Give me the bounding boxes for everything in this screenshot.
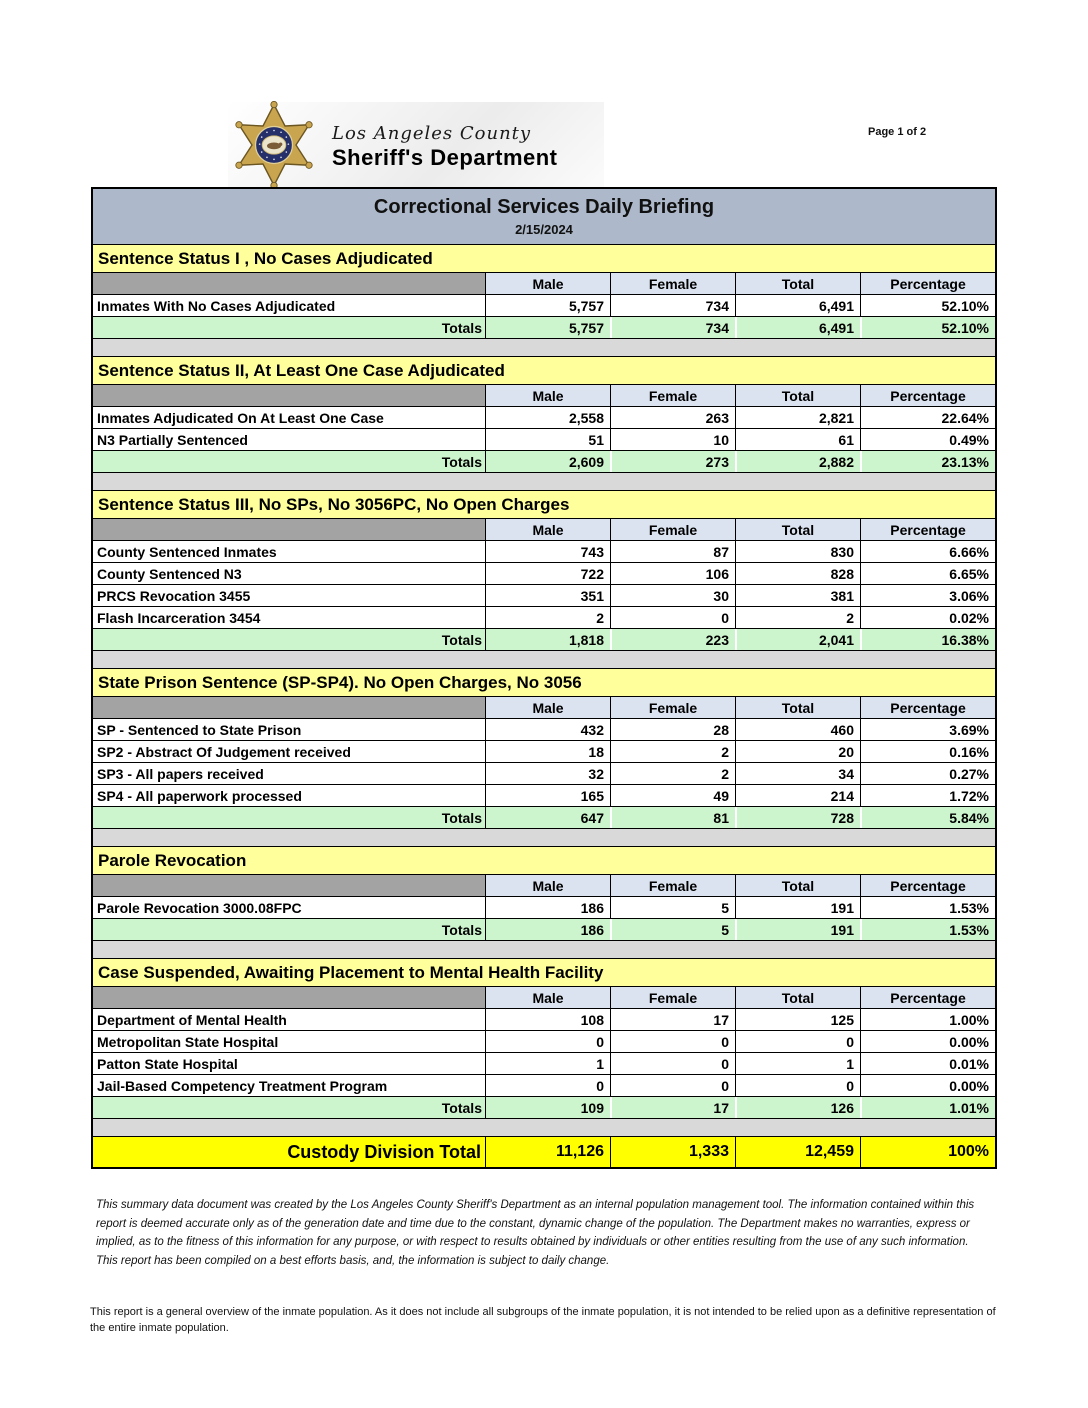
totals-row — [93, 451, 995, 473]
cell-female: 2 — [610, 741, 735, 762]
agency-name-county: Los Angeles County — [332, 123, 532, 144]
cell-total: 460 — [735, 719, 860, 740]
cell-female: 28 — [610, 719, 735, 740]
column-header-female: Female — [610, 273, 735, 294]
totals-label: Totals — [441, 453, 482, 470]
column-header-percentage: Percentage — [860, 273, 995, 294]
totals-total: 6,491 — [735, 317, 860, 338]
totals-female: 734 — [610, 317, 735, 338]
cell-male: 108 — [485, 1009, 610, 1030]
table-row — [93, 785, 995, 807]
cell-male: 2,558 — [485, 407, 610, 428]
header-spacer-cell — [93, 875, 485, 896]
cell-female: 87 — [610, 541, 735, 562]
totals-male: 109 — [485, 1097, 610, 1118]
row-label: Metropolitan State Hospital — [97, 1033, 279, 1050]
cell-total: 61 — [735, 429, 860, 450]
row-label: Jail-Based Competency Treatment Program — [97, 1077, 388, 1094]
cell-pct: 1.00% — [860, 1009, 995, 1030]
column-header-total: Total — [735, 875, 860, 896]
section-gap — [93, 941, 995, 959]
cell-pct: 0.27% — [860, 763, 995, 784]
cell-male: 0 — [485, 1075, 610, 1096]
column-header-total: Total — [735, 697, 860, 718]
grand-total-female: 1,333 — [610, 1137, 735, 1167]
row-label: Flash Incarceration 3454 — [97, 609, 261, 626]
cell-male: 1 — [485, 1053, 610, 1074]
row-label: County Sentenced N3 — [97, 565, 242, 582]
table-row — [93, 763, 995, 785]
row-label: Inmates With No Cases Adjudicated — [97, 297, 336, 314]
totals-male: 186 — [485, 919, 610, 940]
cell-female: 0 — [610, 1031, 735, 1052]
totals-pct: 23.13% — [860, 451, 995, 472]
cell-pct: 0.01% — [860, 1053, 995, 1074]
cell-male: 0 — [485, 1031, 610, 1052]
section-title: Sentence Status III, No SPs, No 3056PC, No Open Charges — [93, 491, 995, 519]
row-label: SP4 - All paperwork processed — [97, 787, 302, 804]
row-label: PRCS Revocation 3455 — [97, 587, 251, 604]
cell-pct: 52.10% — [860, 295, 995, 316]
section-title: Case Suspended, Awaiting Placement to Mental Health Facility — [93, 959, 995, 987]
daily-briefing-table — [91, 187, 997, 1169]
grand-total-label: Custody Division Total — [287, 1141, 481, 1162]
grand-total-male: 11,126 — [485, 1137, 610, 1167]
cell-total: 1 — [735, 1053, 860, 1074]
cell-total: 6,491 — [735, 295, 860, 316]
totals-pct: 52.10% — [860, 317, 995, 338]
column-header-female: Female — [610, 987, 735, 1008]
cell-female: 0 — [610, 1053, 735, 1074]
section-gap — [93, 651, 995, 669]
table-row — [93, 563, 995, 585]
cell-pct: 0.49% — [860, 429, 995, 450]
cell-male: 32 — [485, 763, 610, 784]
header-spacer-cell — [93, 987, 485, 1008]
cell-female: 10 — [610, 429, 735, 450]
row-label: Patton State Hospital — [97, 1055, 238, 1072]
sheriff-star-badge-icon — [230, 101, 318, 189]
cell-total: 828 — [735, 563, 860, 584]
totals-label: Totals — [441, 809, 482, 826]
disclaimer-text: This summary data document was created by the Los Angeles County Sheriff's Department as an internal population management tool. The information contained within this report is deemed accurate only as of the generation date and time due to the constant, dynamic change of the population. The Department makes no warranties, express or implied, as to the fitness of this information for any purpose, or with respect to results obtained by individuals or other entities resulting from the use of any such information. This report has been compiled on a best efforts basis, and, the information is subject to daily change. — [96, 1199, 975, 1267]
row-label: Department of Mental Health — [97, 1011, 287, 1028]
section-title: State Prison Sentence (SP-SP4). No Open Charges, No 3056 — [93, 669, 995, 697]
cell-total: 125 — [735, 1009, 860, 1030]
cell-female: 5 — [610, 897, 735, 918]
column-header-female: Female — [610, 875, 735, 896]
row-label: N3 Partially Sentenced — [97, 431, 248, 448]
cell-pct: 22.64% — [860, 407, 995, 428]
totals-female: 81 — [610, 807, 735, 828]
totals-total: 126 — [735, 1097, 860, 1118]
section-header-row — [93, 987, 995, 1009]
cell-female: 17 — [610, 1009, 735, 1030]
section-header-row — [93, 273, 995, 295]
totals-total: 728 — [735, 807, 860, 828]
column-header-female: Female — [610, 519, 735, 540]
column-header-total: Total — [735, 987, 860, 1008]
cell-pct: 1.53% — [860, 897, 995, 918]
cell-female: 106 — [610, 563, 735, 584]
totals-label: Totals — [441, 921, 482, 938]
cell-female: 0 — [610, 1075, 735, 1096]
cell-total: 214 — [735, 785, 860, 806]
cell-male: 165 — [485, 785, 610, 806]
section-header-row — [93, 519, 995, 541]
section-gap — [93, 339, 995, 357]
cell-pct: 0.16% — [860, 741, 995, 762]
report-date: 2/15/2024 — [515, 222, 573, 237]
column-header-male: Male — [485, 875, 610, 896]
table-row — [93, 1009, 995, 1031]
cell-pct: 1.72% — [860, 785, 995, 806]
cell-pct: 3.69% — [860, 719, 995, 740]
section-title: Sentence Status II, At Least One Case Adjudicated — [93, 357, 995, 385]
totals-total: 191 — [735, 919, 860, 940]
page-indicator: Page 1 of 2 — [868, 126, 927, 138]
grand-total-percentage: 100% — [860, 1137, 995, 1167]
section-title: Sentence Status I , No Cases Adjudicated — [93, 245, 995, 273]
totals-row — [93, 919, 995, 941]
table-row — [93, 897, 995, 919]
table-row — [93, 1031, 995, 1053]
totals-total: 2,041 — [735, 629, 860, 650]
totals-label: Totals — [441, 319, 482, 336]
cell-male: 186 — [485, 897, 610, 918]
column-header-male: Male — [485, 519, 610, 540]
cell-female: 0 — [610, 607, 735, 628]
cell-total: 20 — [735, 741, 860, 762]
cell-pct: 0.00% — [860, 1075, 995, 1096]
grand-total-total: 12,459 — [735, 1137, 860, 1167]
section-gap — [93, 829, 995, 847]
cell-female: 49 — [610, 785, 735, 806]
cell-male: 5,757 — [485, 295, 610, 316]
column-header-male: Male — [485, 273, 610, 294]
column-header-male: Male — [485, 987, 610, 1008]
section-header-row — [93, 697, 995, 719]
table-row — [93, 719, 995, 741]
cell-total: 191 — [735, 897, 860, 918]
totals-pct: 1.53% — [860, 919, 995, 940]
column-header-female: Female — [610, 385, 735, 406]
totals-pct: 1.01% — [860, 1097, 995, 1118]
table-row — [93, 741, 995, 763]
totals-female: 273 — [610, 451, 735, 472]
report-title-band — [93, 189, 995, 245]
totals-male: 647 — [485, 807, 610, 828]
report-sections — [93, 245, 995, 1137]
cell-female: 30 — [610, 585, 735, 606]
table-row — [93, 541, 995, 563]
table-row — [93, 1075, 995, 1097]
agency-name — [332, 119, 558, 171]
cell-pct: 6.66% — [860, 541, 995, 562]
row-label: SP3 - All papers received — [97, 765, 264, 782]
totals-pct: 5.84% — [860, 807, 995, 828]
table-row — [93, 1053, 995, 1075]
totals-total: 2,882 — [735, 451, 860, 472]
totals-row — [93, 807, 995, 829]
column-header-female: Female — [610, 697, 735, 718]
column-header-percentage: Percentage — [860, 987, 995, 1008]
cell-male: 432 — [485, 719, 610, 740]
table-row — [93, 607, 995, 629]
cell-total: 381 — [735, 585, 860, 606]
totals-row — [93, 629, 995, 651]
table-row — [93, 295, 995, 317]
column-header-male: Male — [485, 697, 610, 718]
cell-total: 34 — [735, 763, 860, 784]
header-spacer-cell — [93, 273, 485, 294]
cell-male: 2 — [485, 607, 610, 628]
cell-female: 734 — [610, 295, 735, 316]
section-gap — [93, 1119, 995, 1137]
custody-division-total-row — [93, 1137, 995, 1167]
cell-total: 2 — [735, 607, 860, 628]
totals-male: 1,818 — [485, 629, 610, 650]
agency-logo — [228, 102, 604, 188]
row-label: SP - Sentenced to State Prison — [97, 721, 302, 738]
agency-name-department: Sheriff's Department — [332, 145, 558, 170]
cell-male: 351 — [485, 585, 610, 606]
row-label: Inmates Adjudicated On At Least One Case — [97, 409, 384, 426]
cell-male: 722 — [485, 563, 610, 584]
totals-label: Totals — [441, 1099, 482, 1116]
row-label: Parole Revocation 3000.08FPC — [97, 899, 302, 916]
report-title: Correctional Services Daily Briefing — [373, 196, 715, 218]
header-spacer-cell — [93, 519, 485, 540]
footnote-text: This report is a general overview of the inmate population. As it does not include all subgroups of the inmate population, it is not intended to be relied upon as a definitive representation of the entire inmate population. — [90, 1306, 996, 1334]
totals-row — [93, 1097, 995, 1119]
cell-female: 263 — [610, 407, 735, 428]
column-header-male: Male — [485, 385, 610, 406]
row-label: SP2 - Abstract Of Judgement received — [97, 743, 351, 760]
cell-total: 0 — [735, 1031, 860, 1052]
cell-male: 18 — [485, 741, 610, 762]
cell-total: 830 — [735, 541, 860, 562]
section-title: Parole Revocation — [93, 847, 995, 875]
cell-female: 2 — [610, 763, 735, 784]
cell-total: 2,821 — [735, 407, 860, 428]
totals-pct: 16.38% — [860, 629, 995, 650]
column-header-percentage: Percentage — [860, 697, 995, 718]
header-spacer-cell — [93, 385, 485, 406]
row-label: County Sentenced Inmates — [97, 543, 277, 560]
totals-female: 17 — [610, 1097, 735, 1118]
cell-pct: 6.65% — [860, 563, 995, 584]
column-header-percentage: Percentage — [860, 875, 995, 896]
column-header-total: Total — [735, 519, 860, 540]
totals-male: 2,609 — [485, 451, 610, 472]
header-spacer-cell — [93, 697, 485, 718]
cell-male: 51 — [485, 429, 610, 450]
cell-total: 0 — [735, 1075, 860, 1096]
totals-female: 5 — [610, 919, 735, 940]
totals-label: Totals — [441, 631, 482, 648]
cell-pct: 3.06% — [860, 585, 995, 606]
table-row — [93, 585, 995, 607]
section-gap — [93, 473, 995, 491]
table-row — [93, 429, 995, 451]
column-header-total: Total — [735, 273, 860, 294]
cell-pct: 0.02% — [860, 607, 995, 628]
section-header-row — [93, 875, 995, 897]
column-header-total: Total — [735, 385, 860, 406]
totals-male: 5,757 — [485, 317, 610, 338]
column-header-percentage: Percentage — [860, 519, 995, 540]
table-row — [93, 407, 995, 429]
cell-male: 743 — [485, 541, 610, 562]
totals-row — [93, 317, 995, 339]
column-header-percentage: Percentage — [860, 385, 995, 406]
totals-female: 223 — [610, 629, 735, 650]
section-header-row — [93, 385, 995, 407]
cell-pct: 0.00% — [860, 1031, 995, 1052]
